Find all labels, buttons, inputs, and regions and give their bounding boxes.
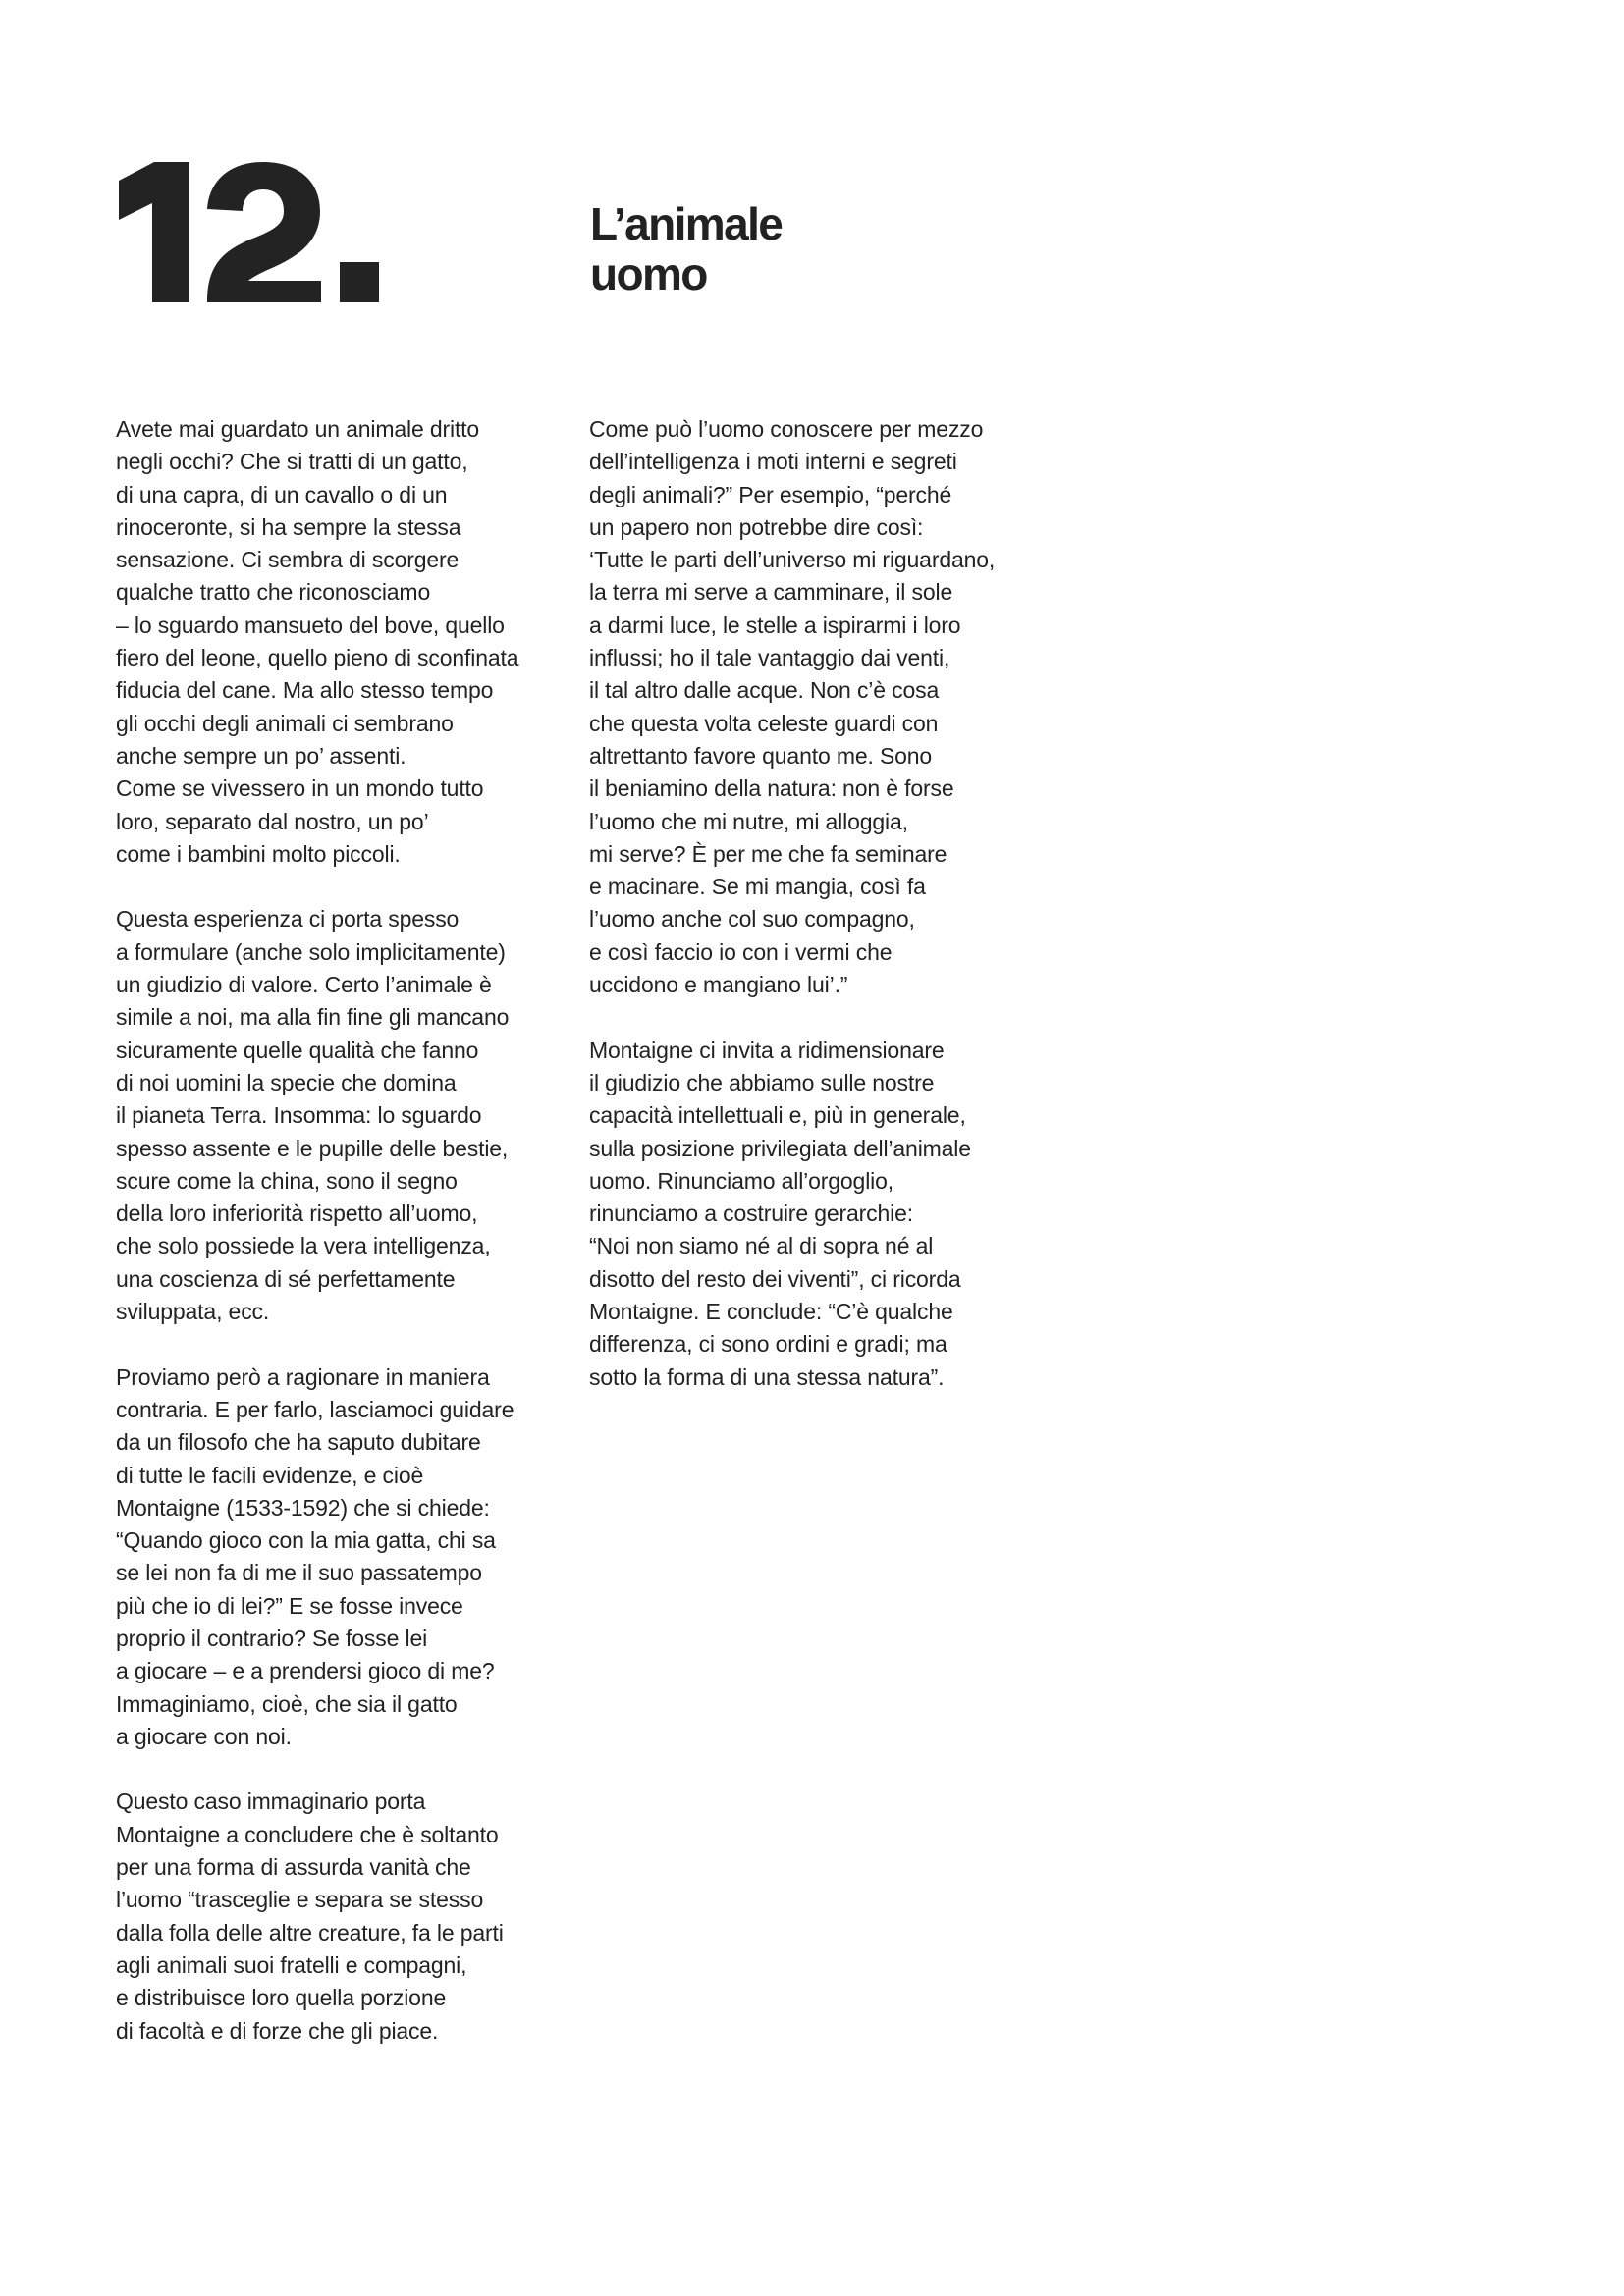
text-line: a darmi luce, le stelle a ispirarmi i loro [589, 612, 961, 638]
text-line: “Quando gioco con la mia gatta, chi sa [116, 1527, 496, 1554]
text-line: a formulare (anche solo implicitamente) [116, 938, 506, 965]
text-line: il pianeta Terra. Insomma: lo sguardo [116, 1102, 482, 1129]
text-line: di una capra, di un cavallo o di un [116, 481, 448, 507]
text-line: più che io di lei?” E se fosse invece [116, 1592, 463, 1619]
text-line: Proviamo però a ragionare in maniera [116, 1363, 490, 1390]
text-line: sensazione. Ci sembra di scorgere [116, 547, 460, 573]
text-line: sviluppata, ecc. [116, 1299, 270, 1325]
body-paragraph [116, 903, 587, 1328]
text-line: un papero non potrebbe dire così: [589, 513, 924, 540]
text-line: a giocare – e a prendersi gioco di me? [116, 1658, 495, 1684]
text-line: l’uomo “trasceglie e separa se stesso [116, 1887, 484, 1913]
text-line: Montaigne a concludere che è soltanto [116, 1821, 499, 1847]
text-line: la terra mi serve a camminare, il sole [589, 579, 953, 606]
chapter-title-line: L’animale [590, 198, 783, 249]
text-line: scure come la china, sono il segno [116, 1167, 458, 1194]
text-line: Questa esperienza ci porta spesso [116, 906, 460, 933]
text-line: una coscienza di sé perfettamente [116, 1265, 456, 1292]
text-line: sulla posizione privilegiata dell’animale [589, 1135, 971, 1161]
text-line: agli animali suoi fratelli e compagni, [116, 1951, 467, 1978]
text-line: disotto del resto dei viventi”, ci ricorda [589, 1265, 961, 1292]
body-paragraph [116, 1362, 587, 1754]
text-line: altrettanto favore quanto me. Sono [589, 742, 933, 769]
text-line: gli occhi degli animali ci sembrano [116, 710, 454, 736]
text-line: che solo possiede la vera intelligenza, [116, 1233, 491, 1259]
chapter-title-line: uomo [590, 248, 707, 299]
text-line: Come può l’uomo conoscere per mezzo [589, 416, 984, 442]
right-text-column [589, 413, 1080, 1426]
text-line: a giocare con noi. [116, 1723, 292, 1749]
chapter-number-graphic [115, 162, 385, 305]
text-line: da un filosofo che ha saputo dubitare [116, 1429, 481, 1456]
text-line: e distribuisce loro quella porzione [116, 1985, 447, 2011]
text-line: spesso assente e le pupille delle bestie, [116, 1135, 509, 1161]
text-line: fiducia del cane. Ma allo stesso tempo [116, 677, 494, 704]
body-paragraph [116, 413, 587, 871]
text-line: Questo caso immaginario porta [116, 1789, 426, 1815]
text-line: mi serve? È per me che fa seminare [589, 840, 947, 867]
text-line: dalla folla delle altre creature, fa le parti [116, 1919, 504, 1946]
text-line: che questa volta celeste guardi con [589, 710, 939, 736]
text-line: loro, separato dal nostro, un po’ [116, 808, 429, 834]
text-line: negli occhi? Che si tratti di un gatto, [116, 449, 468, 475]
text-line: degli animali?” Per esempio, “perché [589, 481, 952, 507]
text-line: anche sempre un po’ assenti. [116, 742, 406, 769]
text-line: della loro inferiorità rispetto all’uomo, [116, 1201, 478, 1227]
text-line: uomo. Rinunciamo all’orgoglio, [589, 1167, 893, 1194]
text-line: Montaigne. E conclude: “C’è qualche [589, 1299, 953, 1325]
text-line: “Noi non siamo né al di sopra né al [589, 1233, 934, 1259]
body-paragraph [589, 413, 1080, 1001]
text-line: l’uomo anche col suo compagno, [589, 906, 915, 933]
text-line: contraria. E per farlo, lasciamoci guidare [116, 1396, 514, 1422]
text-line: il giudizio che abbiamo sulle nostre [589, 1069, 935, 1095]
text-line: fiero del leone, quello pieno di sconfinata [116, 645, 519, 671]
digit-one [119, 162, 189, 302]
text-line: Avete mai guardato un animale dritto [116, 416, 480, 442]
text-line: Montaigne ci invita a ridimensionare [589, 1037, 945, 1063]
text-line: il beniamino della natura: non è forse [589, 775, 954, 802]
text-line: sotto la forma di una stessa natura”. [589, 1363, 945, 1390]
text-line: qualche tratto che riconosciamo [116, 579, 431, 606]
digit-two [207, 162, 321, 302]
chapter-number [115, 162, 385, 305]
body-paragraph [589, 1035, 1080, 1394]
text-line: se lei non fa di me il suo passatempo [116, 1560, 482, 1586]
text-line: un giudizio di valore. Certo l’animale è [116, 972, 492, 998]
text-line: ‘Tutte le parti dell’universo mi riguardano, [589, 547, 996, 573]
text-line: Montaigne (1533-1592) che si chiede: [116, 1494, 490, 1521]
text-line: differenza, ci sono ordini e gradi; ma [589, 1331, 947, 1358]
text-line: Come se vivessero in un mondo tutto [116, 775, 484, 802]
text-line: l’uomo che mi nutre, mi alloggia, [589, 808, 908, 834]
text-line: rinoceronte, si ha sempre la stessa [116, 513, 461, 540]
text-line: uccidono e mangiano lui’.” [589, 972, 848, 998]
text-line: capacità intellettuali e, più in generale, [589, 1102, 966, 1129]
text-line: sicuramente quelle qualità che fanno [116, 1037, 479, 1063]
text-line: per una forma di assurda vanità che [116, 1854, 471, 1881]
text-line: di facoltà e di forze che gli piace. [116, 2017, 439, 2044]
chapter-title [590, 199, 782, 299]
text-line: di tutte le facili evidenze, e cioè [116, 1462, 424, 1488]
text-line: e macinare. Se mi mangia, così fa [589, 874, 926, 900]
text-line: e così faccio io con i vermi che [589, 938, 893, 965]
text-line: rinunciamo a costruire gerarchie: [589, 1201, 913, 1227]
text-line: come i bambini molto piccoli. [116, 840, 401, 867]
text-line: proprio il contrario? Se fosse lei [116, 1625, 428, 1651]
period [340, 262, 379, 302]
text-line: il tal altro dalle acque. Non c’è cosa [589, 677, 940, 704]
text-line: – lo sguardo mansueto del bove, quello [116, 612, 505, 638]
body-paragraph [116, 1786, 587, 2047]
text-line: simile a noi, ma alla fin fine gli mancano [116, 1004, 510, 1031]
left-text-column [116, 413, 587, 2080]
text-line: influssi; ho il tale vantaggio dai venti, [589, 645, 950, 671]
text-line: di noi uomini la specie che domina [116, 1069, 457, 1095]
text-line: Immaginiamo, cioè, che sia il gatto [116, 1690, 458, 1717]
text-line: dell’intelligenza i moti interni e segreti [589, 449, 957, 475]
